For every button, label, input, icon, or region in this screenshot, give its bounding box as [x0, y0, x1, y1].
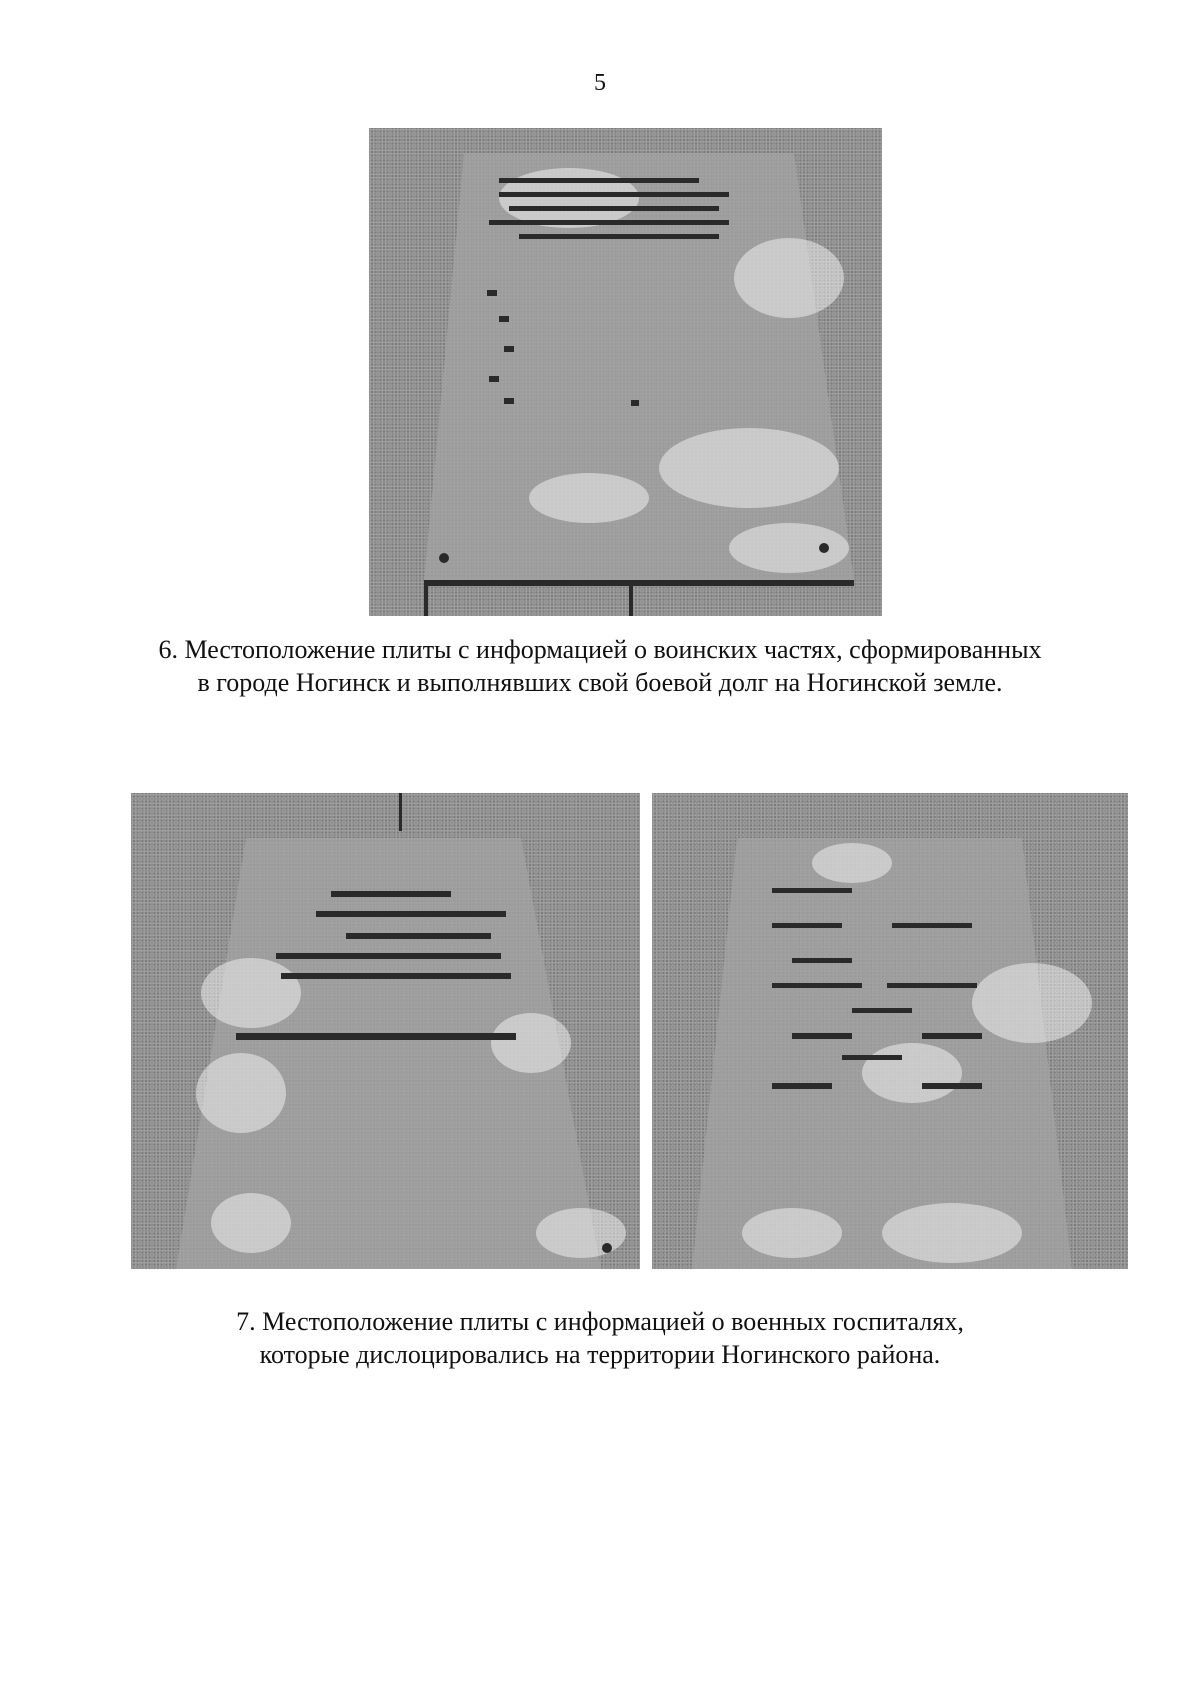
caption-line: которые дислоцировались на территории Ногинского района. [259, 1340, 941, 1369]
memorial-plate-photo [369, 128, 882, 616]
figure-6-caption [0, 633, 1200, 699]
caption-line: 6. Местоположение плиты с информацией о воинских частях, сформированных [158, 635, 1042, 664]
caption-line: 7. Местоположение плиты с информацией о военных госпиталях, [236, 1307, 964, 1336]
page-number: 5 [594, 70, 606, 96]
caption-line: в городе Ногинск и выполнявших свой боевой долг на Ногинской земле. [197, 668, 1003, 697]
figure-7-caption [0, 1305, 1200, 1371]
hospital-plate-photo-left [131, 793, 640, 1269]
hospital-plate-photo-right [652, 793, 1128, 1269]
